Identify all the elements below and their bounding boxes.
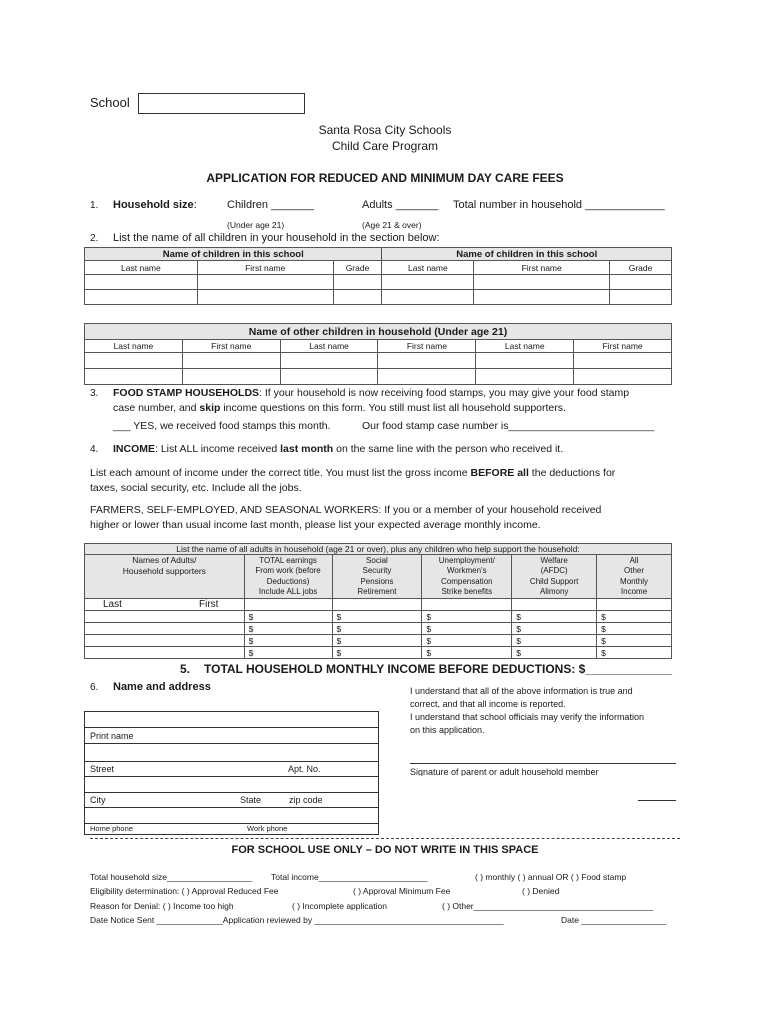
name-address-label: Name and address [113, 681, 211, 693]
q4-text1: : List ALL income received [155, 443, 281, 455]
col-first-name: First name [378, 340, 476, 353]
q4-line [113, 443, 563, 455]
adults-age-note: (Age 21 & over) [362, 220, 422, 230]
home-phone-label: Home phone [90, 824, 133, 833]
dollar-cell[interactable]: $ [244, 611, 332, 623]
q3-line1 [113, 387, 629, 399]
street-label: Street [90, 764, 115, 774]
q2-number: 2. [90, 233, 99, 244]
dollar-cell[interactable]: $ [422, 647, 512, 659]
dollar-cell[interactable]: $ [597, 647, 672, 659]
dollar-cell[interactable]: $ [332, 635, 422, 647]
col-first-name: First name [574, 340, 672, 353]
date-field[interactable]: Date __________________ [561, 915, 667, 925]
other-children-title: Name of other children in household (Under age 21) [85, 324, 672, 340]
work-phone-label: Work phone [247, 824, 288, 833]
table-title-left: Name of children in this school [85, 248, 382, 261]
header-total-earnings [244, 555, 332, 599]
divider [84, 727, 378, 728]
income-period-options[interactable]: ( ) monthly ( ) annual OR ( ) Food stamp [475, 872, 627, 882]
q1-number: 1. [90, 200, 99, 211]
certify-line2: correct, and that all income is reported. [410, 699, 566, 709]
q2-text: List the name of all children in your household in the section below: [113, 232, 440, 244]
certify-line3: I understand that school officials may verify the information [410, 712, 644, 722]
q3-line2 [113, 402, 566, 414]
header-social-security [332, 555, 422, 599]
dollar-cell[interactable]: $ [422, 611, 512, 623]
header-line: Compensation [441, 576, 493, 586]
incomplete-application-option[interactable]: ( ) Incomplete application [292, 901, 387, 911]
q3-number: 3. [90, 388, 99, 399]
farmers-line2: higher or lower than usual income last month, please list your expected average monthly income. [90, 519, 541, 531]
adults-count-field[interactable]: Adults _______ [362, 199, 439, 211]
certify-line4: on this application. [410, 725, 485, 735]
dollar-cell[interactable]: $ [512, 611, 597, 623]
header-line: Social [366, 555, 388, 565]
signature-line[interactable] [410, 763, 676, 764]
dollar-cell[interactable]: $ [244, 623, 332, 635]
divider [84, 761, 378, 762]
header-other-income [597, 555, 672, 599]
header-line: Unemployment/ [438, 555, 495, 565]
signature-label: Signature of parent or adult household member [410, 767, 599, 776]
table-row [85, 611, 672, 623]
col-last-name: Last name [382, 261, 474, 275]
header-line: Other [624, 566, 645, 575]
income-table-title: List the name of all adults in household (age 21 or over), plus any children who help support the household: [85, 544, 672, 555]
table-row [85, 290, 672, 305]
header-line: Security [362, 566, 392, 575]
table-row [85, 647, 672, 659]
denied-option[interactable]: ( ) Denied [522, 886, 560, 896]
school-label: School [90, 95, 130, 110]
dollar-cell[interactable]: $ [332, 647, 422, 659]
header-line: Workmen's [447, 566, 487, 575]
header-line: Child Support [529, 576, 579, 586]
q5-number: 5. [180, 662, 191, 676]
zip-label: zip code [289, 795, 323, 805]
header-welfare [512, 555, 597, 599]
para1-a: List each amount of income under the correct title. You must list the gross income [90, 467, 471, 479]
dollar-cell[interactable]: $ [244, 635, 332, 647]
dollar-cell[interactable]: $ [597, 635, 672, 647]
divider [84, 776, 378, 777]
date-line[interactable] [638, 800, 676, 801]
children-count-field[interactable]: Children _______ [227, 199, 314, 211]
before-all-text: BEFORE all [470, 467, 529, 479]
dashed-divider [90, 838, 680, 839]
total-household-field[interactable]: Total number in household _____________ [453, 199, 665, 211]
household-size-label [113, 199, 197, 211]
header-line: Names of Adults/ [132, 555, 197, 565]
district-name: Santa Rosa City Schools [318, 123, 452, 137]
col-grade: Grade [333, 261, 382, 275]
date-notice-sent-field[interactable]: Date Notice Sent ______________Application reviewed by ________________________________________ [90, 915, 504, 925]
school-input[interactable] [138, 93, 305, 114]
income-instructions-line1 [90, 467, 615, 479]
q4-number: 4. [90, 444, 99, 455]
certify-line1: I understand that all of the above information is true and [410, 686, 633, 696]
header-line: Alimony [539, 587, 569, 596]
divider [84, 792, 378, 793]
total-income-field[interactable]: Total income_______________________ [271, 872, 428, 882]
header-line: All [629, 555, 639, 565]
table-row [85, 275, 672, 290]
header-line: Strike benefits [441, 587, 493, 596]
household-size-text: Household size [113, 199, 194, 211]
para1-b: the deductions for [528, 467, 616, 479]
divider [84, 807, 378, 808]
other-children-table [84, 323, 672, 385]
table-row [85, 635, 672, 647]
q3-text2b: income questions on this form. You still must list all household supporters. [220, 402, 566, 414]
income-label: INCOME [113, 443, 155, 455]
city-label: City [90, 795, 106, 805]
header-line: Retirement [357, 587, 397, 596]
q4-text2: on the same line with the person who received it. [333, 443, 564, 455]
dollar-cell[interactable]: $ [422, 635, 512, 647]
office-use-title: FOR SCHOOL USE ONLY – DO NOT WRITE IN THIS SPACE [231, 844, 539, 856]
col-last-name: Last name [280, 340, 378, 353]
col-first-name: First name [182, 340, 280, 353]
header-unemployment [422, 555, 512, 599]
header-line: From work (before [255, 566, 321, 575]
table-row [85, 369, 672, 385]
program-name: Child Care Program [331, 139, 439, 153]
q6-number: 6. [90, 682, 99, 693]
income-instructions-line2: taxes, social security, etc. Include all the jobs. [90, 482, 302, 494]
state-label: State [240, 795, 262, 805]
header-line: Welfare [540, 555, 568, 565]
header-line: Deductions) [266, 576, 310, 586]
page-title: APPLICATION FOR REDUCED AND MINIMUM DAY CARE FEES [206, 171, 564, 185]
colon: : [193, 199, 197, 211]
dollar-cell[interactable]: $ [512, 647, 597, 659]
header-line: TOTAL earnings [259, 555, 317, 565]
dollar-cell[interactable]: $ [512, 635, 597, 647]
first-subheader: First [199, 599, 219, 610]
approval-minimum-option[interactable]: ( ) Approval Minimum Fee [353, 886, 451, 896]
food-stamp-yes[interactable]: ___ YES, we received food stamps this month. [113, 420, 331, 432]
col-last-name: Last name [476, 340, 574, 353]
dollar-cell[interactable]: $ [512, 623, 597, 635]
income-table [84, 543, 672, 659]
divider [84, 743, 378, 744]
print-name-label: Print name [90, 731, 134, 741]
children-age-note: (Under age 21) [227, 220, 285, 230]
table-row [85, 353, 672, 369]
col-first-name: First name [474, 261, 610, 275]
school-children-table [84, 247, 672, 305]
header-line: Pensions [360, 576, 394, 586]
income-too-high-option[interactable]: Reason for Denial: ( ) Income too high [90, 901, 234, 911]
skip-text: skip [199, 402, 221, 414]
food-stamp-label: FOOD STAMP HOUSEHOLDS [113, 387, 260, 399]
last-month-text: last month [280, 443, 334, 455]
total-household-size-field[interactable]: Total household size__________________ [90, 872, 253, 882]
apt-label: Apt. No. [288, 764, 321, 774]
approval-reduced-option[interactable]: Eligibility determination: ( ) Approval Reduced Fee [90, 886, 279, 896]
address-box [84, 711, 379, 835]
dollar-cell[interactable]: $ [422, 623, 512, 635]
q3-text2a: case number, and [113, 402, 200, 414]
farmers-line1: FARMERS, SELF-EMPLOYED, AND SEASONAL WORKERS: If you or a member of your household received [90, 504, 602, 516]
col-last-name: Last name [85, 261, 198, 275]
header-line: Include ALL jobs [258, 587, 318, 596]
header-line: Household supporters [122, 566, 206, 576]
header-line: (AFDC) [540, 566, 568, 575]
col-first-name: First name [197, 261, 333, 275]
total-monthly-income-field[interactable]: TOTAL HOUSEHOLD MONTHLY INCOME BEFORE DEDUCTIONS: $_____________ [204, 662, 673, 676]
table-title-right: Name of children in this school [382, 248, 672, 261]
dollar-cell[interactable]: $ [597, 611, 672, 623]
food-stamp-case-number[interactable]: Our food stamp case number is_________________________ [362, 420, 655, 432]
dollar-cell[interactable]: $ [332, 611, 422, 623]
dollar-cell[interactable]: $ [332, 623, 422, 635]
q3-text1: : If your household is now receiving food stamps, you may give your food stamp [259, 387, 630, 399]
header-names [85, 555, 245, 599]
header-line: Income [620, 587, 648, 596]
dollar-cell[interactable]: $ [597, 623, 672, 635]
other-reason-field[interactable]: ( ) Other______________________________________ [442, 901, 654, 911]
name-subheader [85, 599, 245, 611]
header-line: Monthly [620, 576, 649, 586]
last-subheader: Last [103, 599, 122, 610]
col-grade: Grade [610, 261, 672, 275]
col-last-name: Last name [85, 340, 183, 353]
dollar-cell[interactable]: $ [244, 647, 332, 659]
table-row [85, 623, 672, 635]
